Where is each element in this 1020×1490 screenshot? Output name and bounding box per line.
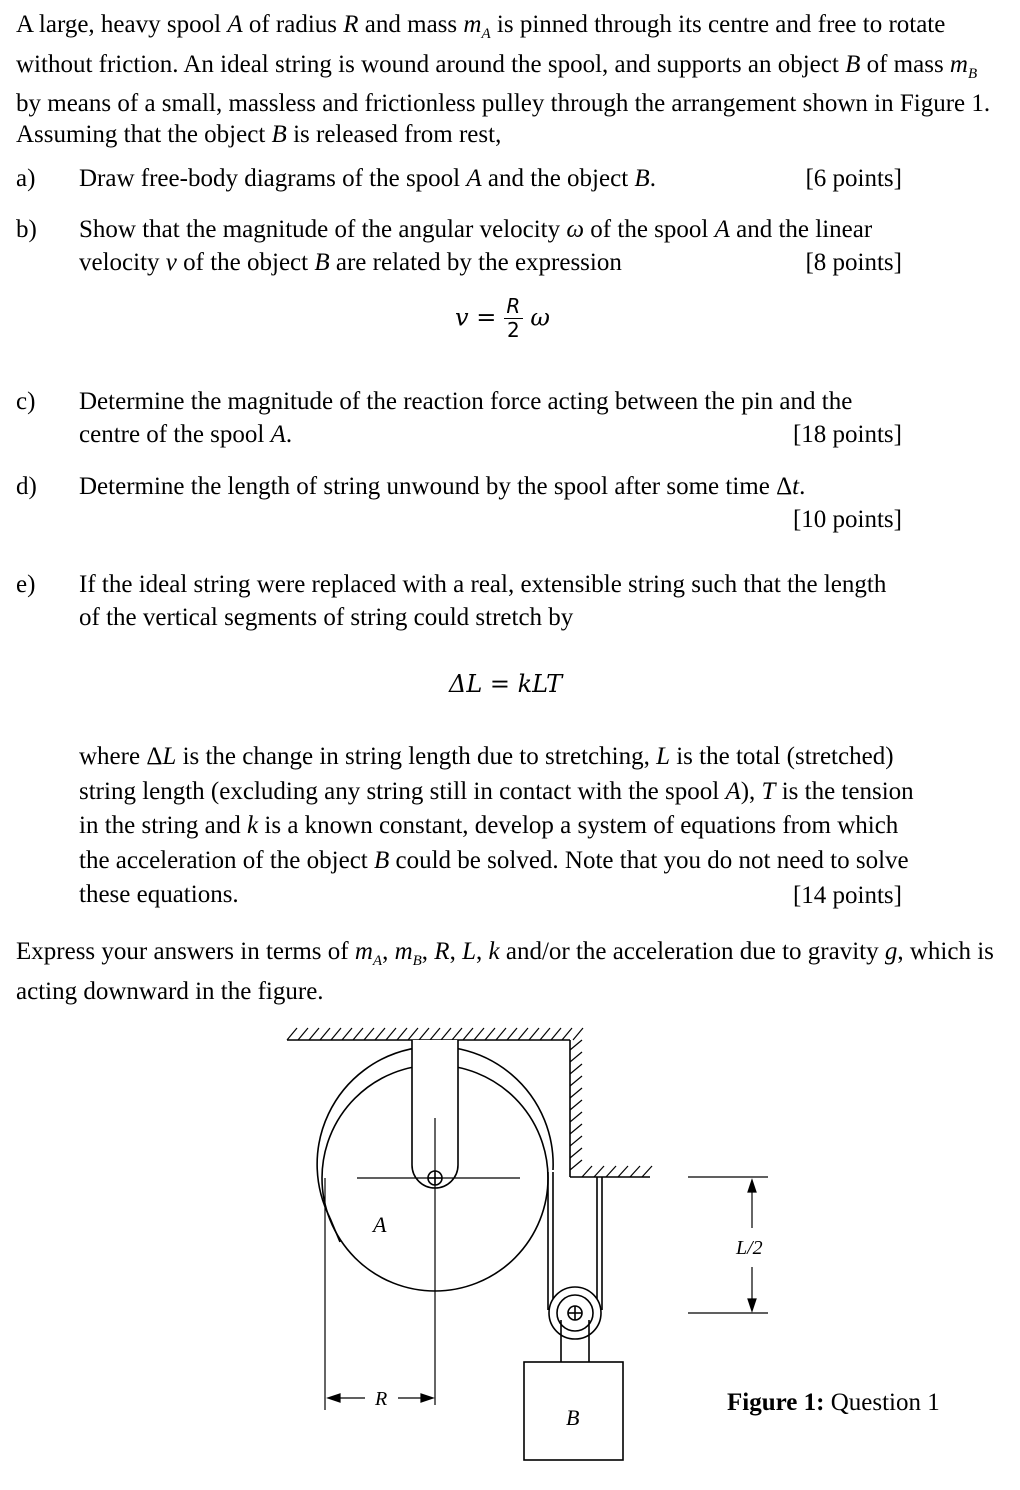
- label-L2: L/2: [736, 1237, 763, 1259]
- points: [18 points]: [792, 421, 902, 448]
- question-label: c): [16, 388, 36, 415]
- question-text: Draw free-body diagrams of the spool A and the object B.: [79, 165, 656, 192]
- question-text: where ΔL is the change in string length due to stretching, L is the total (stretched) string length (excluding any string still in contact with the spool A), T is the tension in the string and k is a known constant, develop a system of equations from which the acceleration of the object B could be solved. Note that you do not need to solve these equations.: [79, 743, 914, 909]
- label-B: B: [566, 1405, 580, 1430]
- question-label: a): [16, 165, 36, 192]
- label-R: R: [375, 1388, 388, 1410]
- question-text: Show that the magnitude of the angular velocity ω of the spool A and the linear velocity v of the object B are related by the expression: [79, 216, 873, 276]
- question-text: If the ideal string were replaced with a real, extensible string such that the length of the vertical segments of string could stretch by: [79, 571, 887, 631]
- points: [8 points]: [805, 249, 902, 276]
- equation-v-omega: v = $\frac{R}{2}$ ω: [455, 294, 550, 342]
- points: [6 points]: [805, 165, 902, 192]
- equation-stretch: ΔL = kLT: [449, 670, 563, 698]
- closing-instructions: Express your answers in terms of $m_A$, $m_B$, R, L, k and/or the acceleration due to gravity g, which is acting downward in the figure.: [16, 938, 994, 1005]
- question-text: Determine the length of string unwound by the spool after some time Δt.: [79, 473, 806, 500]
- label-A: A: [373, 1212, 387, 1237]
- problem-intro: A large, heavy spool A of radius R and mass $m_A$ is pinned through its centre and free to rotate without friction. An ideal string is wound around the spool, and supports an object B of mass $m_B$ by means of a small, massless and frictionless pulley through the arrangement shown in Figure 1. Assuming that the object B is released from rest,: [16, 11, 991, 148]
- figure-caption: Figure 1: Question 1: [727, 1389, 940, 1416]
- question-label: e): [16, 571, 36, 598]
- points: [10 points]: [792, 506, 902, 533]
- question-label: b): [16, 216, 37, 243]
- points: [14 points]: [792, 882, 902, 909]
- question-text: Determine the magnitude of the reaction force acting between the pin and the centre of the spool A.: [79, 388, 853, 448]
- question-label: d): [16, 473, 37, 500]
